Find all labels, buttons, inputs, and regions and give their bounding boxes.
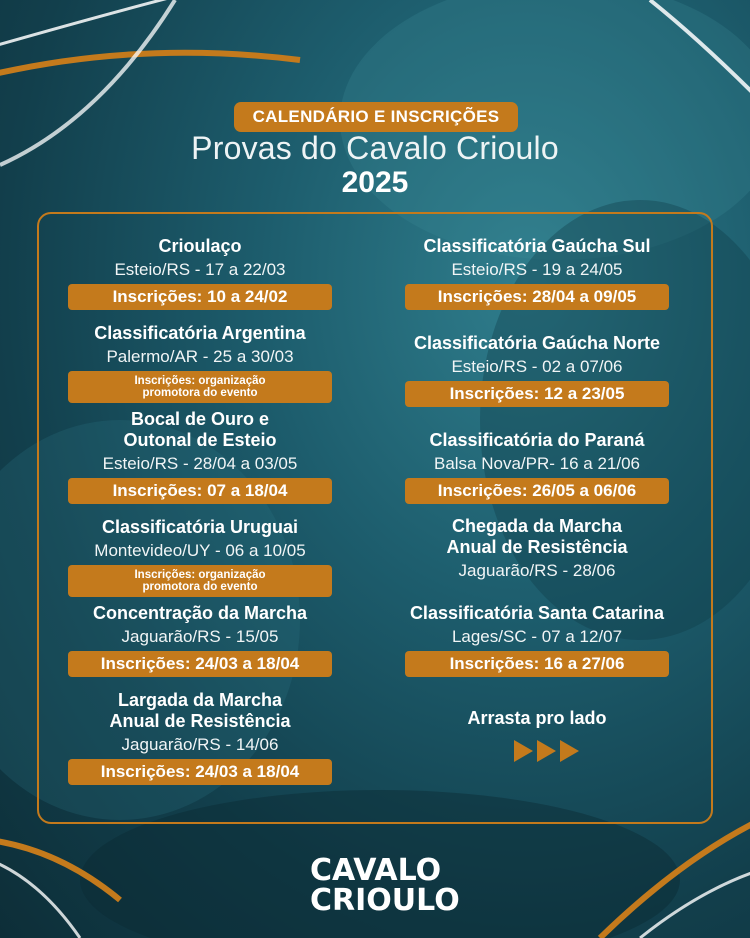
event-name: Largada da Marcha: [117, 690, 283, 710]
event-name: Crioulaço: [158, 236, 242, 256]
event-name: Classificatória Uruguai: [101, 517, 299, 537]
event-name: Classificatória Gaúcha Sul: [423, 236, 651, 256]
cavalo-crioulo-logo: [310, 853, 460, 918]
page-year: 2025: [341, 166, 409, 199]
event-classificatoria-argentina: [68, 323, 332, 403]
event-name: Chegada da Marcha: [451, 516, 623, 536]
registration-badge: Inscrições: 12 a 23/05: [405, 381, 669, 407]
registration-badge: [68, 371, 332, 403]
event-place: Esteio/RS - 02 a 07/06: [451, 357, 623, 376]
event-place: Balsa Nova/PR- 16 a 21/06: [433, 454, 640, 473]
registration-line: promotora do evento: [142, 581, 258, 593]
registration-line: promotora do evento: [142, 387, 258, 399]
event-name: Bocal de Ouro e: [130, 409, 270, 429]
event-place: Palermo/AR - 25 a 30/03: [106, 347, 294, 366]
event-classificatoria-gaucha-norte: [405, 333, 669, 407]
logo-line: CRIOULO: [310, 883, 460, 918]
event-classificatoria-uruguai: [68, 517, 332, 597]
event-name: Classificatória Gaúcha Norte: [413, 333, 661, 353]
event-name: Classificatória Santa Catarina: [409, 603, 665, 623]
event-name: Outonal de Esteio: [123, 430, 277, 450]
event-place: Jaguarão/RS - 15/05: [121, 627, 279, 646]
registration-badge: Inscrições: 24/03 a 18/04: [68, 759, 332, 785]
event-place: Jaguarão/RS - 14/06: [121, 735, 279, 754]
event-place: Montevideo/UY - 06 a 10/05: [94, 541, 306, 560]
event-place: Esteio/RS - 19 a 24/05: [451, 260, 623, 279]
event-place: Esteio/RS - 17 a 22/03: [114, 260, 286, 279]
event-place: Jaguarão/RS - 28/06: [458, 561, 616, 580]
event-place: Lages/SC - 07 a 12/07: [451, 627, 623, 646]
logo-line: CAVALO: [310, 853, 442, 888]
page-title: Provas do Cavalo Crioulo: [191, 130, 559, 166]
registration-line: Inscrições: organização: [134, 569, 266, 581]
event-chegada-da-marcha: [405, 516, 669, 581]
event-crioulaco: [68, 236, 332, 310]
event-name: Anual de Resistência: [109, 711, 291, 731]
registration-badge: Inscrições: 26/05 a 06/06: [405, 478, 669, 504]
registration-badge: Inscrições: 28/04 a 09/05: [405, 284, 669, 310]
registration-line: Inscrições: organização: [134, 375, 266, 387]
arrow-right-icon: [560, 740, 579, 762]
registration-badge: Inscrições: 07 a 18/04: [68, 478, 332, 504]
event-concentracao-da-marcha: [68, 603, 332, 677]
event-name: Anual de Resistência: [446, 537, 628, 557]
event-bocal-de-ouro: [68, 409, 332, 504]
arrow-right-icon: [514, 740, 533, 762]
triple-arrow-right-icon: [514, 740, 586, 764]
event-classificatoria-gaucha-sul: [405, 236, 669, 310]
event-place: Esteio/RS - 28/04 a 03/05: [102, 454, 298, 473]
event-classificatoria-santa-catarina: [405, 603, 669, 677]
registration-badge: [68, 565, 332, 597]
event-classificatoria-parana: [405, 430, 669, 504]
registration-badge: Inscrições: 10 a 24/02: [68, 284, 332, 310]
event-largada-da-marcha: [68, 690, 332, 785]
header-badge: CALENDÁRIO E INSCRIÇÕES: [234, 102, 518, 132]
event-name: Concentração da Marcha: [92, 603, 308, 623]
arrow-right-icon: [537, 740, 556, 762]
swipe-hint: Arrasta pro lado: [467, 708, 607, 728]
registration-badge: Inscrições: 16 a 27/06: [405, 651, 669, 677]
event-name: Classificatória Argentina: [94, 323, 306, 343]
registration-badge: Inscrições: 24/03 a 18/04: [68, 651, 332, 677]
event-name: Classificatória do Paraná: [429, 430, 645, 450]
